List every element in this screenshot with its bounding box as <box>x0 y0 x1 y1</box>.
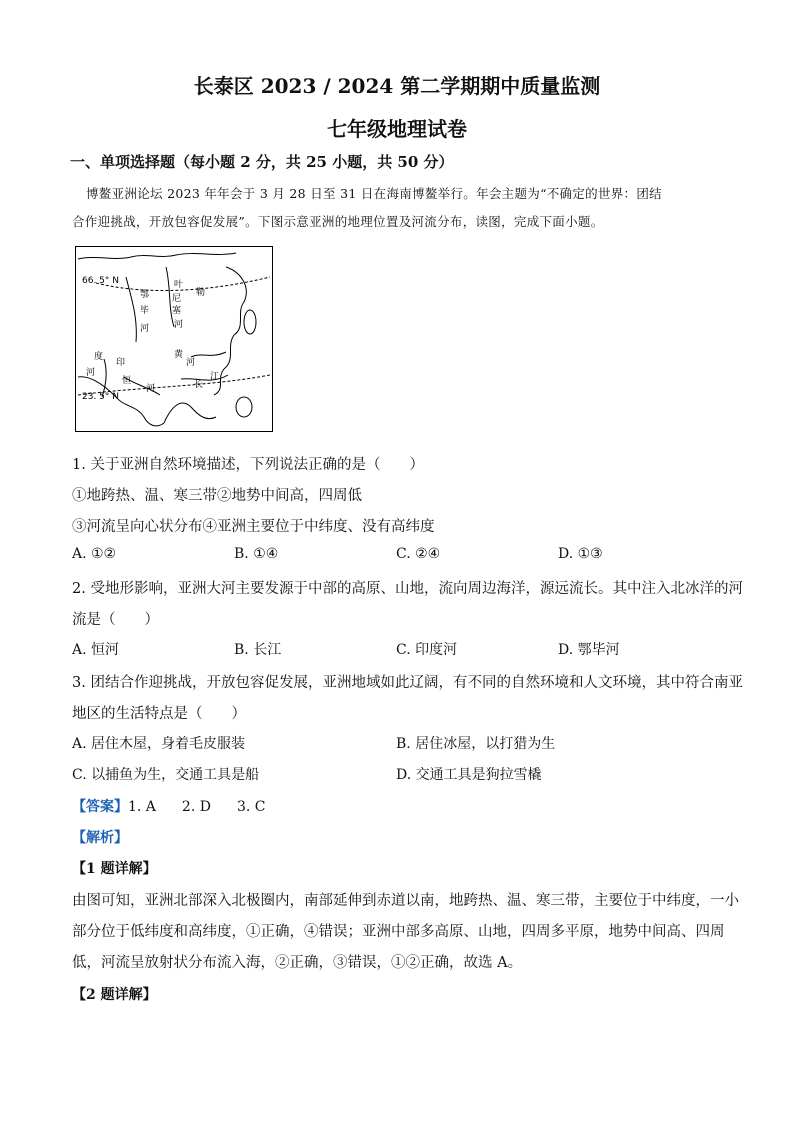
q1-detail-heading: 【1 题详解】 <box>72 861 157 877</box>
map-label: 尼 <box>172 294 182 304</box>
east-coast-south <box>214 335 234 395</box>
q2-detail-heading: 【2 题详解】 <box>72 987 157 1003</box>
map-label: 叶 <box>174 280 184 290</box>
analysis-label: 【解析】 <box>72 830 128 846</box>
map-label: 塞 <box>172 306 182 316</box>
map-label: 河 <box>86 368 96 378</box>
answer-item: 2. D <box>181 799 211 815</box>
q1-option-a: A. ①② <box>72 546 117 562</box>
asia-river-map <box>75 246 273 432</box>
map-label: 江 <box>210 372 220 382</box>
map-label: 鄂 <box>140 290 150 300</box>
exam-title: 长泰区 2023 / 2024 第二学期期中质量监测 <box>193 74 601 98</box>
q3-option-d: D. 交通工具是狗拉雪橇 <box>396 767 542 783</box>
yellow-river <box>191 352 226 357</box>
map-label: 长 <box>194 380 204 390</box>
map-svg <box>76 247 272 431</box>
q1-detail-line-1: 由图可知，亚洲北部深入北极圈内，南部延伸到赤道以南，地跨热、温、寒三带，主要位于中纬度，一小 <box>72 893 739 909</box>
q1-option-b: B. ①④ <box>234 546 279 562</box>
q2-option-a: A. 恒河 <box>72 642 120 658</box>
intro-line-2: 合作迎挑战，开放包容促发展”。下图示意亚洲的地理位置及河流分布，读图，完成下面小题。 <box>72 214 604 229</box>
q2-stem-cont: 流是（ ） <box>72 612 159 628</box>
japan-island <box>244 310 256 334</box>
q1-statement-2: ③河流呈向心状分布④亚洲主要位于中纬度、没有高纬度 <box>72 519 435 535</box>
q1-option-c: C. ②④ <box>396 546 441 562</box>
q1-detail-line-2: 部分位于低纬度和高纬度，①正确，④错误；亚洲中部多高原、山地，四周多平原，地势中间高、四周 <box>72 924 725 940</box>
answer-item: 3. C <box>236 799 266 815</box>
q3-option-a: A. 居住木屋，身着毛皮服装 <box>72 736 246 752</box>
lat-23-label: 23. 5° N <box>82 392 119 402</box>
map-label: 河 <box>174 320 184 330</box>
map-label: 勒 <box>196 288 206 298</box>
q1-detail-line-3: 低，河流呈放射状分布流入海，②正确，③错误，①②正确，故选 A。 <box>72 955 523 971</box>
map-label: 河 <box>186 358 196 368</box>
ob-river <box>126 277 136 342</box>
arctic-coast <box>78 253 236 259</box>
map-label: 毕 <box>140 306 150 316</box>
map-label: 黄 <box>174 350 184 360</box>
q3-option-c: C. 以捕鱼为生，交通工具是船 <box>72 767 260 783</box>
east-coast <box>226 267 246 335</box>
q3-option-b: B. 居住冰屋，以打猎为生 <box>396 736 556 752</box>
q2-option-c: C. 印度河 <box>396 642 458 658</box>
philippine-islands <box>236 397 252 417</box>
map-label: 河 <box>146 384 156 394</box>
answer-label: 【答案】 <box>72 799 128 815</box>
q3-stem-cont: 地区的生活特点是（ ） <box>72 706 246 722</box>
q1-statement-1: ①地跨热、温、寒三带②地势中间高，四周低 <box>72 488 362 504</box>
q1-stem: 1. 关于亚洲自然环境描述，下列说法正确的是（ ） <box>72 457 424 473</box>
answer-row <box>72 796 266 816</box>
q2-option-d: D. 鄂毕河 <box>558 642 620 658</box>
map-label: 印 <box>116 358 126 368</box>
section-heading: 一、单项选择题（每小题 2 分，共 25 小题，共 50 分） <box>70 153 454 171</box>
map-label: 河 <box>140 324 150 334</box>
q2-stem: 2. 受地形影响，亚洲大河主要发源于中部的高原、山地，流向周边海洋，源远流长。其中注入北冰洋的河 <box>72 581 743 597</box>
answer-item: 1. A <box>128 799 156 815</box>
q2-option-b: B. 长江 <box>234 642 282 658</box>
lat-66-label: 66. 5° N <box>82 276 119 286</box>
south-coast-east <box>164 403 216 423</box>
map-label: 度 <box>94 352 104 362</box>
intro-line-1: 博鳌亚洲论坛 2023 年年会于 3 月 28 日至 31 日在海南博鳌举行。年会主题为“不确定的世界：团结 <box>86 186 662 201</box>
q1-option-d: D. ①③ <box>558 546 603 562</box>
map-label: 恒 <box>122 376 132 386</box>
q3-stem: 3. 团结合作迎挑战，开放包容促发展，亚洲地域如此辽阔，有不同的自然环境和人文环境，其中符合南亚 <box>72 675 743 691</box>
exam-subtitle: 七年级地理试卷 <box>327 117 467 141</box>
